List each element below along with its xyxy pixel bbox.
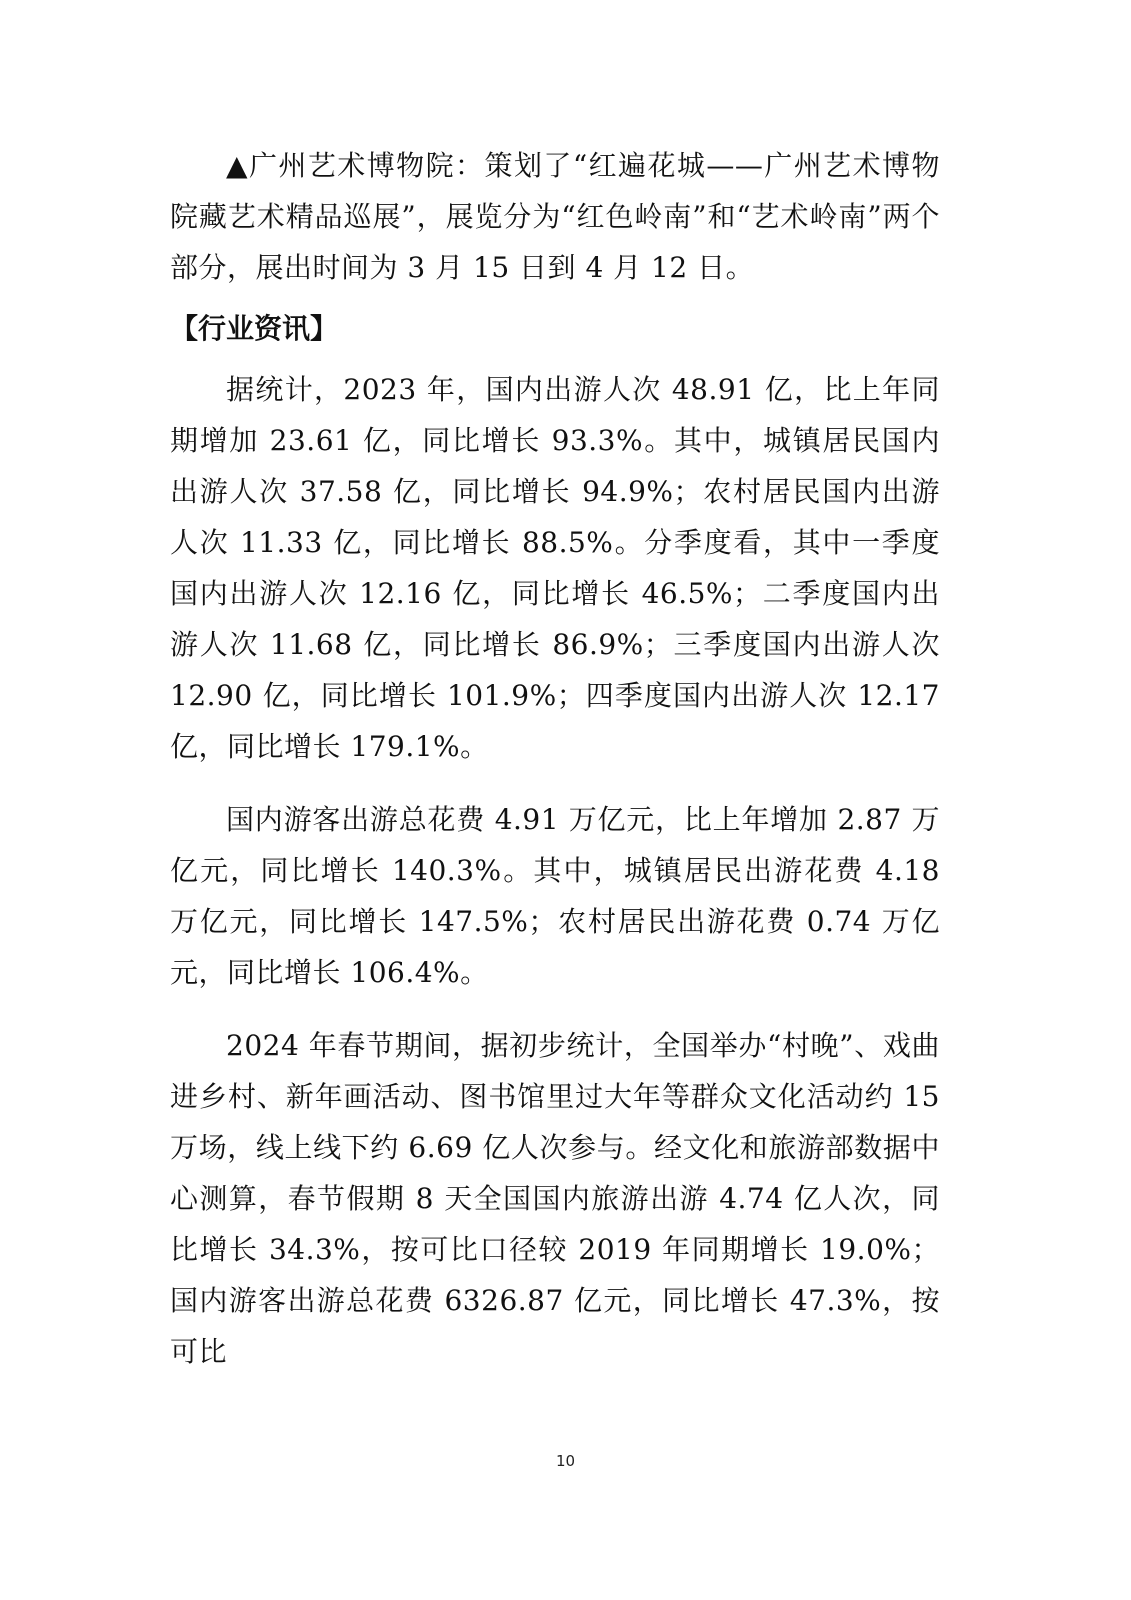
museum-item-paragraph: ▲广州艺术博物院：策划了“红遍花城——广州艺术博物院藏艺术精品巡展”，展览分为“红色岭南”和“艺术岭南”两个部分，展出时间为 3 月 15 日到 4 月 12 日。	[170, 149, 940, 284]
spacer	[170, 998, 940, 1020]
page-number: 10	[555, 1452, 576, 1470]
spacer	[170, 772, 940, 794]
stats-2023-paragraph: 据统计，2023 年，国内出游人次 48.91 亿，比上年同期增加 23.61 亿，同比增长 93.3%。其中，城镇居民国内出游人次 37.58 亿，同比增长 94.9%；农村居民国内出游人次 11.33 亿，同比增长 88.5%。分季度看，其中一季度国内出游人次 12.16 亿，同比增长 46.5%；二季度国内出游人次 11.68 亿，同比增长 86.9%；三季度国内出游人次 12.90 亿，同比增长 101.9%；四季度国内出游人次 12.17 亿，同比增长 179.1%。	[170, 373, 940, 763]
spacer	[170, 354, 940, 364]
spring-festival-2024-paragraph: 2024 年春节期间，据初步统计，全国举办“村晚”、戏曲进乡村、新年画活动、图书馆里过大年等群众文化活动约 15 万场，线上线下约 6.69 亿人次参与。经文化和旅游部数据中心测算，春节假期 8 天全国国内旅游出游 4.74 亿人次，同比增长 34.3%，按可比口径较 2019 年同期增长 19.0%；国内游客出游总花费 6326.87 亿元，同比增长 47.3%，按可比	[170, 1029, 940, 1368]
section-heading: 【行业资讯】	[170, 312, 339, 345]
page-content	[170, 140, 940, 1377]
spending-2023-paragraph: 国内游客出游总花费 4.91 万亿元，比上年增加 2.87 万亿元，同比增长 140.3%。其中，城镇居民出游花费 4.18 万亿元，同比增长 147.5%；农村居民出游花费 0.74 万亿元，同比增长 106.4%。	[170, 803, 940, 989]
spacer	[170, 293, 940, 303]
